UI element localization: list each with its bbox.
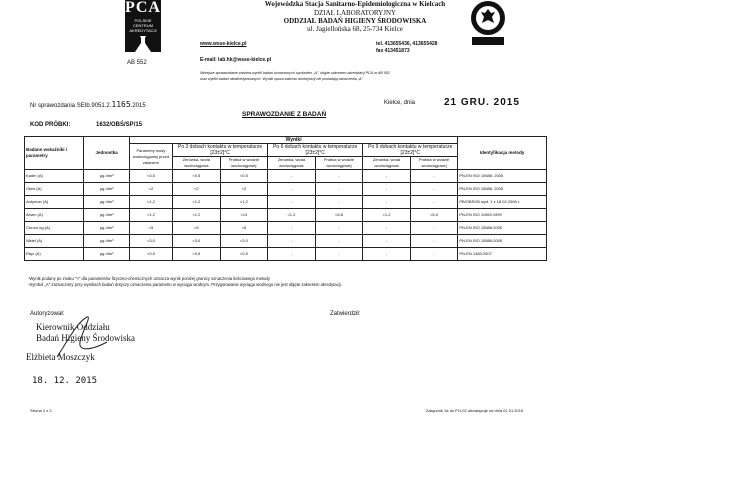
cell-parameter: Chrom og.(A) — [25, 222, 84, 235]
flask-icon — [133, 35, 153, 53]
cell-zero-6: <1,2 — [268, 209, 316, 222]
header-zero-3: Zerówka- woda wodociągowa — [173, 157, 221, 170]
cell-sample-6: <5,8 — [315, 209, 363, 222]
cell-method: PN-EN ISO 15586:2005 — [458, 222, 547, 235]
pca-logo-sub: POLSKIE CENTRUM AKREDYTACJI — [129, 18, 157, 33]
cell-sample-6: - — [315, 183, 363, 196]
header-unit: Jednostka — [84, 137, 129, 170]
website-link[interactable]: www.wsse-kielce.pl — [200, 41, 247, 47]
cell-zero-6: - — [268, 235, 316, 248]
cell-unit: µg /dm³ — [84, 222, 129, 235]
stamp-line1: Kierownik Oddziału — [36, 322, 110, 332]
cell-sample-3: <0,5 — [220, 248, 268, 261]
header-before: Parametry wody wodociągowej przed zalaniem — [129, 144, 172, 170]
cell-sample-3: <2 — [220, 183, 268, 196]
cell-sample-3: <0,5 — [220, 170, 268, 183]
cell-before: <1,2 — [129, 209, 172, 222]
cell-sample-6: - — [315, 170, 363, 183]
cell-method: PN-EN ISO 15586: 2005 — [458, 183, 547, 196]
footnote-2: -Symbol „A" zaznaczony przy wynikach badań dotyczy oznaczenia parametru w wyciągu wodnym. Przygotowanie wyciągu wodnego nie jest objęte zakresem akredytacji. — [28, 282, 342, 287]
table-row — [25, 183, 547, 196]
authorized-label: Autoryzował: — [30, 311, 65, 317]
cell-method: PN-EN ISO 15586: 2005 — [458, 170, 547, 183]
header-method: Identyfikacja metody — [458, 137, 547, 170]
cell-sample-3: <1,2 — [220, 196, 268, 209]
signatory-name: Elżbieta Moszczyk — [26, 352, 95, 362]
cell-zero-9: - — [363, 222, 411, 235]
cell-zero-6: - — [268, 183, 316, 196]
report-title: SPRAWOZDANIE Z BADAŃ — [242, 111, 327, 118]
cell-zero-9: - — [363, 196, 411, 209]
sample-code-value: 1632/OBŚ/SP/15 — [96, 122, 143, 128]
header-parameter: Badane wskaźniki i parametry — [25, 137, 84, 170]
cell-zero-6: - — [268, 196, 316, 209]
cell-zero-6: - — [268, 222, 316, 235]
cell-parameter: Arsen (A) — [25, 209, 84, 222]
header-after-9-days: Po 9 dobach kontaktu w temperaturze [23±2]°C — [363, 144, 458, 157]
pca-logo-badania: BADANIA — [134, 54, 152, 59]
header-after-6-days: Po 6 dobach kontaktu w temperaturze [23±2]°C — [268, 144, 363, 157]
report-place: Kielce, dnia — [384, 100, 416, 106]
pca-logo — [125, 0, 161, 59]
cell-sample-9: - — [410, 170, 458, 183]
header-line1: Wojewódzka Stacja Sanitarno-Epidemiologiczna w Kielcach — [264, 0, 446, 8]
cell-before: <0,5 — [129, 248, 172, 261]
table-row — [25, 209, 547, 222]
cell-sample-9: - — [410, 235, 458, 248]
cell-zero-3: <3,0 — [173, 235, 221, 248]
header-line4: ul. Jagiellońska 68, 25-734 Kielce — [307, 25, 403, 33]
cell-zero-3: <0,5 — [173, 170, 221, 183]
signature-date: 18. 12. 2015 — [32, 376, 98, 386]
cell-sample-3: <5 — [220, 222, 268, 235]
cell-zero-9: <1,2 — [363, 209, 411, 222]
cell-sample-6: - — [315, 248, 363, 261]
table-row — [25, 170, 547, 183]
report-date-stamp: 21 GRU. 2015 — [444, 97, 520, 108]
cell-method: PN-EN 1483:2007 — [458, 248, 547, 261]
report-number-suffix: .2015 — [130, 103, 146, 109]
header-line2: DZIAŁ LABORATORYJNY — [313, 9, 397, 17]
page-number: Strona 2 z 2 — [30, 408, 52, 413]
cell-unit: µg /dm³ — [84, 248, 129, 261]
cell-sample-6: - — [315, 196, 363, 209]
cell-zero-9: - — [363, 183, 411, 196]
cell-sample-9: - — [410, 248, 458, 261]
cell-unit: µg /dm³ — [84, 183, 129, 196]
cell-sample-3: <13 — [220, 209, 268, 222]
cell-zero-3: <1,2 — [173, 209, 221, 222]
cell-zero-6: - — [268, 248, 316, 261]
accreditation-note1: Niniejsze sprawozdanie zawiera wyniki badań oznaczonych symbolem „A", objęte zakresem akredytacji PCA nr AB 552 — [200, 71, 390, 75]
report-number — [30, 100, 146, 109]
header-zero-6: Zerówka- woda wodociągowa — [268, 157, 316, 170]
cell-sample-6: - — [315, 222, 363, 235]
sample-code-label: KOD PRÓBKI: — [30, 122, 71, 128]
table-row — [25, 196, 547, 209]
cell-parameter: Rtęć (A) — [25, 248, 84, 261]
pca-logo-text: PCA — [125, 0, 161, 16]
cell-method: PN-EN ISO 15586:2005 — [458, 235, 547, 248]
cell-zero-3: <5 — [173, 222, 221, 235]
table-row — [25, 248, 547, 261]
cell-before: <0,5 — [129, 170, 172, 183]
cell-unit: µg /dm³ — [84, 235, 129, 248]
cell-sample-6: - — [315, 235, 363, 248]
tel-text: tel. 413655436, 413655428 — [376, 41, 438, 47]
cell-parameter: Ołów (A) — [25, 183, 84, 196]
cell-parameter: Antymon (A) — [25, 196, 84, 209]
cell-zero-6: - — [268, 170, 316, 183]
cell-sample-9: - — [410, 222, 458, 235]
footnote-1: -Wynik podany po znaku "<" dla parametrów fizyczno-chemicznych oznacza wynik poniżej granicy oznaczenia ilościowego metody — [28, 276, 270, 281]
approved-label: Zatwierdził: — [330, 311, 361, 317]
cell-before: <1,2 — [129, 196, 172, 209]
cell-zero-3: <0,5 — [173, 248, 221, 261]
report-number-prefix: Nr sprawozdania SEIb.9051.2. — [30, 103, 112, 109]
cell-method: PN-EN ISO 11969:1999 — [458, 209, 547, 222]
cell-zero-9: - — [363, 235, 411, 248]
cell-unit: µg /dm³ — [84, 170, 129, 183]
cell-method: PB/OBŚ/05 wyd. 1 z 18.02.2008 r. — [458, 196, 547, 209]
cell-sample-9: - — [410, 196, 458, 209]
header-zero-9: Zerówka- woda wodociągowa — [363, 157, 411, 170]
fax-text: fax 413451873 — [376, 48, 410, 54]
cell-zero-9: - — [363, 170, 411, 183]
table-row — [25, 222, 547, 235]
header-results: Wyniki — [129, 137, 458, 144]
header-sample-3: Próbka w wodzie wodociągowej — [220, 157, 268, 170]
cell-parameter: Nikiel (A) — [25, 235, 84, 248]
cell-before: <2 — [129, 183, 172, 196]
cell-zero-3: <1,2 — [173, 196, 221, 209]
stamp-line2: Badań Higieny Środowiska — [36, 333, 135, 343]
cell-sample-9: - — [410, 183, 458, 196]
cell-unit: µg /dm³ — [84, 209, 129, 222]
cell-unit: µg /dm³ — [84, 196, 129, 209]
cell-parameter: Kadm (A) — [25, 170, 84, 183]
cell-sample-9: <5,0 — [410, 209, 458, 222]
cell-sample-3: <3,0 — [220, 235, 268, 248]
cell-before: <3,0 — [129, 235, 172, 248]
eagle-seal-icon — [470, 0, 506, 46]
report-number-handwritten: 1165 — [111, 100, 131, 109]
email-link[interactable]: E-mail: lab.hk@wsse-kielce.pl — [200, 57, 272, 63]
header-sample-6: Próbka w wodzie wodociągowej — [315, 157, 363, 170]
header-after-3-days: Po 3 dobach kontaktu w temperaturze [23±2]°C — [173, 144, 268, 157]
header-sample-9: Próbka w wodzie wodociągowej — [410, 157, 458, 170]
accreditation-note2: oraz wyniki badań nieakredytowanych. Wyniki spoza zakresu akredytacji nie posiadają oznaczenia „A". — [200, 77, 364, 81]
header-line3: ODDZIAŁ BADAŃ HIGIENY ŚRODOWISKA — [283, 17, 427, 25]
table-row — [25, 235, 547, 248]
cell-before: <5 — [129, 222, 172, 235]
cell-zero-3: <2 — [173, 183, 221, 196]
results-table — [24, 136, 547, 261]
ab-number: AB 552 — [127, 60, 147, 66]
attachment-note: Załącznik 1a do PO-02 obowiązuje od dnia 01.01.2015 — [426, 408, 524, 413]
cell-zero-9: - — [363, 248, 411, 261]
